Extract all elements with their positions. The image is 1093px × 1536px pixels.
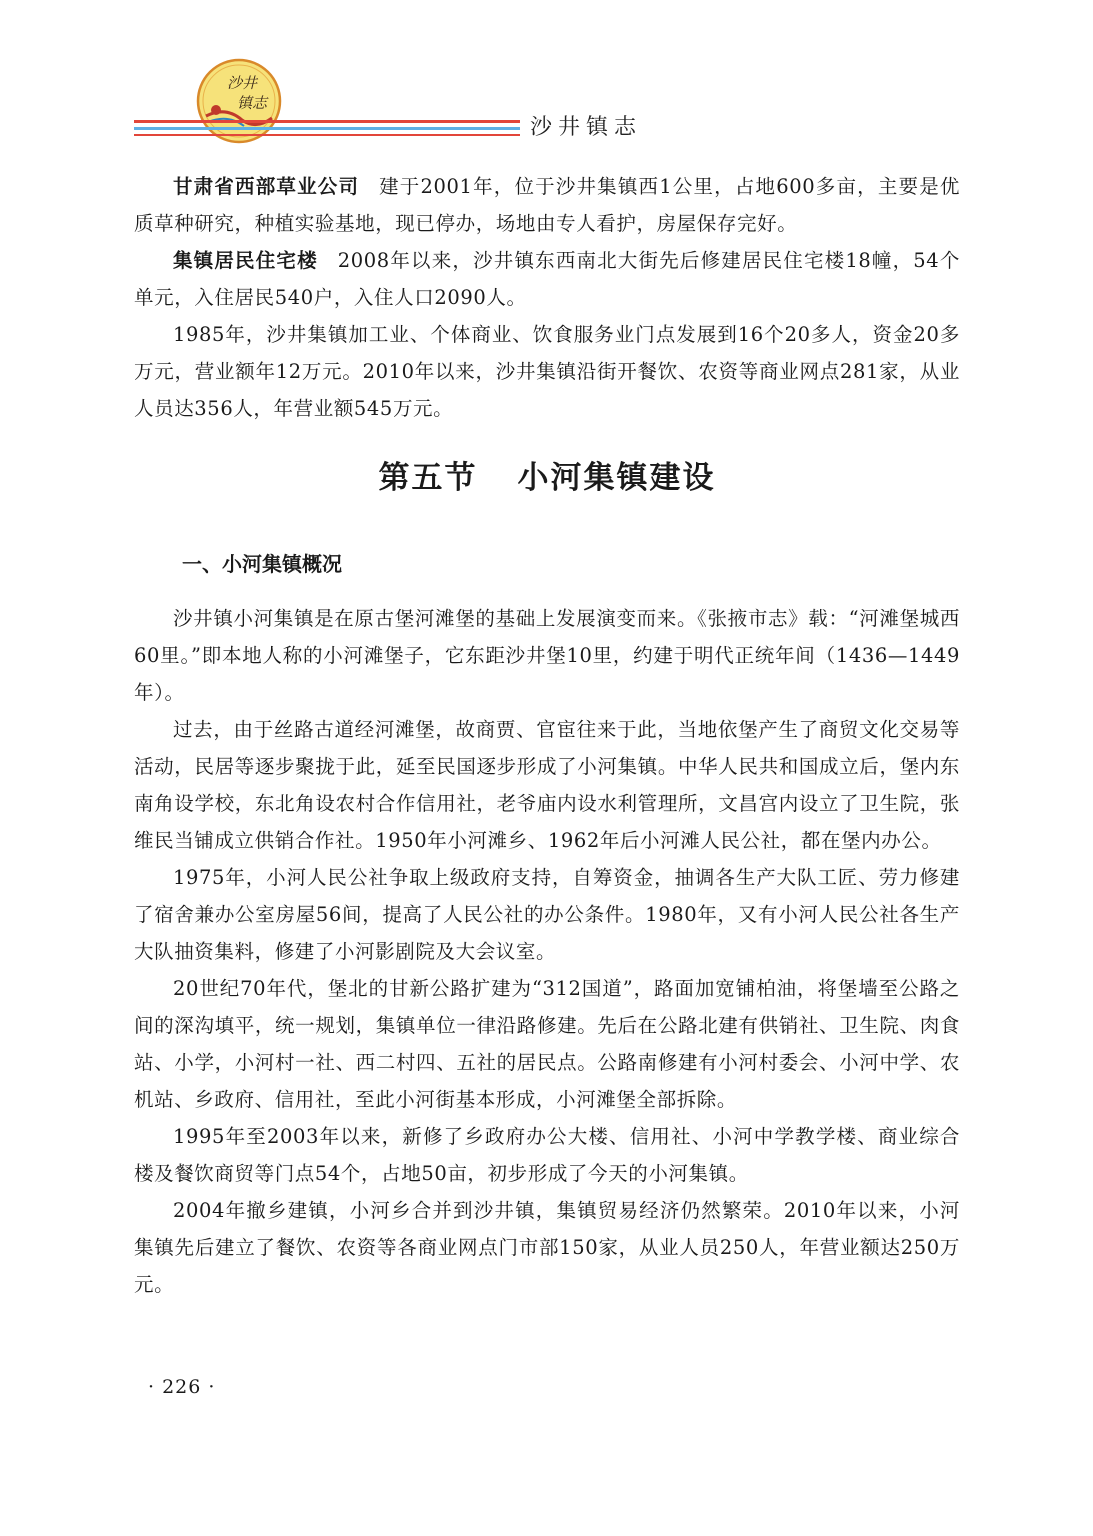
paragraph-1970s-road: 20世纪70年代，堡北的甘新公路扩建为“312国道”，路面加宽铺柏油，将堡墙至公路之间的深沟填平，统一规划，集镇单位一律沿路修建。先后在公路北建有供销社、卫生院、肉食站、小学，小河村一社、西二村四、五社的居民点。公路南修建有小河村委会、小河中学、农机站、乡政府、信用社，至此小河街基本形成，小河滩堡全部拆除。 bbox=[134, 977, 960, 1111]
paragraph-history: 过去，由于丝路古道经河滩堡，故商贾、官宦往来于此，当地依堡产生了商贸文化交易等活动，民居等逐步聚拢于此，延至民国逐步形成了小河集镇。中华人民共和国成立后，堡内东南角设学校，东北角设农村合作信用社，老爷庙内设水利管理所，文昌宫内设立了卫生院，张维民当铺成立供销合作社。1950年小河滩乡、1962年后小河滩人民公社，都在堡内办公。 bbox=[134, 718, 960, 852]
paragraph-lead-term: 甘肃省西部草业公司 bbox=[173, 175, 360, 198]
section-heading bbox=[134, 452, 960, 497]
paragraph-origin: 沙井镇小河集镇是在原古堡河滩堡的基础上发展演变而来。《张掖市志》载：“河滩堡城西60里。”即本地人称的小河滩堡子，它东距沙井堡10里，约建于明代正统年间（1436—1449年）。 bbox=[134, 607, 960, 704]
page-content bbox=[134, 168, 960, 1296]
paragraph-commerce-stats: 1985年，沙井集镇加工业、个体商业、饮食服务业门点发展到16个20多人，资金20多万元，营业额年12万元。2010年以来，沙井集镇沿街开餐饮、农资等商业网点281家，从业人员达356人，年营业额545万元。 bbox=[134, 323, 960, 420]
paragraph-grassland-company bbox=[134, 168, 960, 242]
section-name: 小河集镇建设 bbox=[517, 460, 716, 496]
section-number: 第五节 bbox=[378, 460, 478, 496]
paragraph-body: 2008年以来，沙井镇东西南北大街先后修建居民住宅楼18幢，54个单元，入住居民540户，入住人口2090人。 bbox=[134, 249, 960, 309]
header-rule-red-bottom bbox=[134, 134, 520, 136]
running-header-title: 沙井镇志 bbox=[530, 115, 643, 140]
paragraph-1975: 1975年，小河人民公社争取上级政府支持，自筹资金，抽调各生产大队工匠、劳力修建了宿舍兼办公室房屋56间，提高了人民公社的办公条件。1980年，又有小河人民公社各生产大队抽资集料，修建了小河影剧院及大会议室。 bbox=[134, 866, 960, 963]
paragraph-1995-2003: 1995年至2003年以来，新修了乡政府办公大楼、信用社、小河中学教学楼、商业综合楼及餐饮商贸等门点54个，占地50亩，初步形成了今天的小河集镇。 bbox=[134, 1125, 960, 1185]
paragraph-residential-buildings bbox=[134, 242, 960, 316]
subsection-heading: 一、小河集镇概况 bbox=[182, 552, 342, 576]
paragraph-lead-term: 集镇居民住宅楼 bbox=[173, 249, 318, 272]
paragraph-body: 建于2001年，位于沙井集镇西1公里，占地600多亩，主要是优质草种研究，种植实验基地，现已停办，场地由专人看护，房屋保存完好。 bbox=[134, 175, 960, 235]
page-number: · 226 · bbox=[148, 1376, 216, 1398]
svg-text:镇志: 镇志 bbox=[236, 94, 268, 112]
svg-text:沙井: 沙井 bbox=[226, 74, 258, 92]
header-rule-red bbox=[134, 120, 520, 123]
header-rule-blue bbox=[134, 127, 520, 130]
town-chronicle-logo bbox=[196, 58, 282, 144]
subsection-body bbox=[134, 600, 960, 1303]
paragraph-2004: 2004年撤乡建镇，小河乡合并到沙井镇，集镇贸易经济仍然繁荣。2010年以来，小河集镇先后建立了餐饮、农资等各商业网点门市部150家，从业人员250人，年营业额达250万元。 bbox=[134, 1199, 960, 1296]
page-header bbox=[0, 0, 1093, 150]
